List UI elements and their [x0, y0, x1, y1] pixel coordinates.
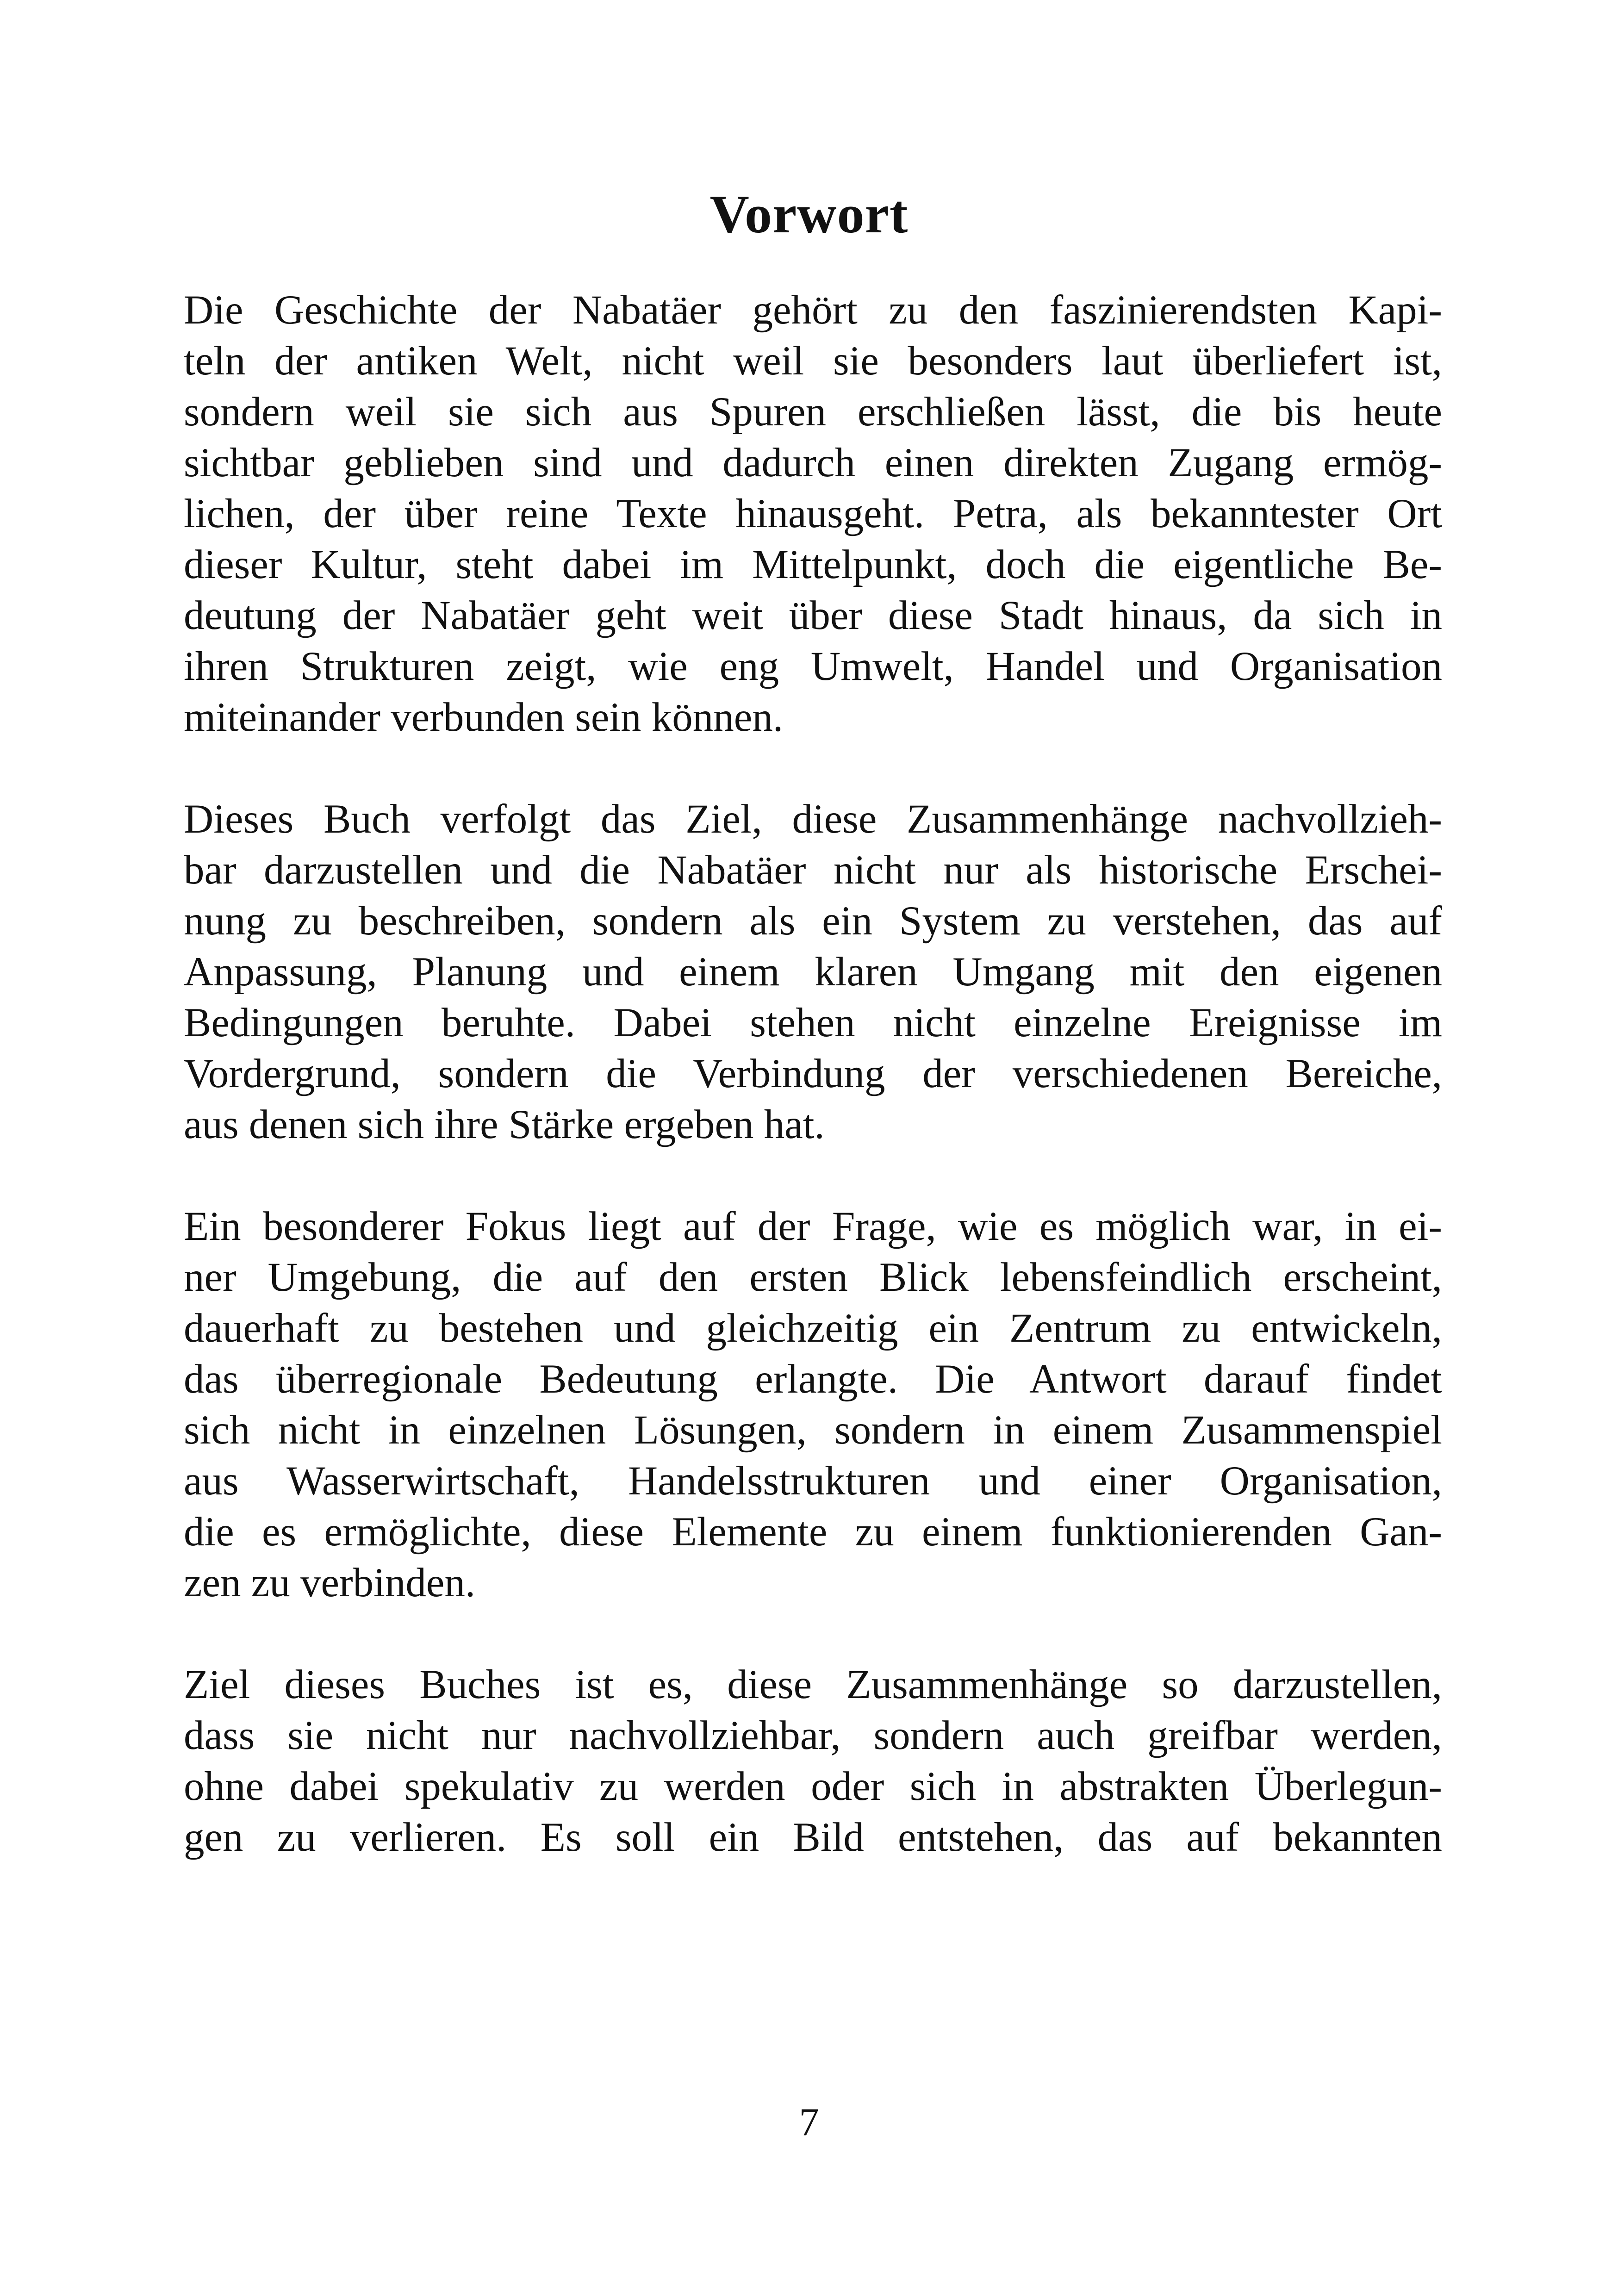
paragraph-1: [184, 285, 1442, 743]
text-line: sich nicht in einzelnen Lösungen, sondern in einem Zusammenspiel: [184, 1407, 1442, 1453]
text-line: teln der antiken Welt, nicht weil sie besonders laut überliefert ist,: [184, 338, 1442, 384]
text-line: aus denen sich ihre Stärke ergeben hat.: [184, 1102, 825, 1147]
text-line: die es ermöglichte, diese Elemente zu einem funktionierenden Gan-: [184, 1509, 1442, 1555]
paragraph-2: [184, 794, 1442, 1150]
text-line: Vordergrund, sondern die Verbindung der verschiedenen Bereiche,: [184, 1051, 1442, 1096]
text-line: ohne dabei spekulativ zu werden oder sich in abstrakten Überlegun-: [184, 1764, 1442, 1809]
text-line: Dieses Buch verfolgt das Ziel, diese Zusammenhänge nachvollzieh-: [184, 796, 1442, 842]
text-line: sondern weil sie sich aus Spuren erschließen lässt, die bis heute: [184, 389, 1442, 435]
text-line: Die Geschichte der Nabatäer gehört zu den faszinierendsten Kapi-: [184, 287, 1442, 333]
text-line: ihren Strukturen zeigt, wie eng Umwelt, Handel und Organisation: [184, 644, 1442, 689]
text-line: Anpassung, Planung und einem klaren Umgang mit den eigenen: [184, 949, 1442, 995]
body-text: [184, 285, 1442, 1914]
text-line: ner Umgebung, die auf den ersten Blick lebensfeindlich erscheint,: [184, 1255, 1442, 1300]
text-line: dieser Kultur, steht dabei im Mittelpunkt, doch die eigentliche Be-: [184, 542, 1442, 587]
text-line: Ziel dieses Buches ist es, diese Zusammenhänge so darzustellen,: [184, 1662, 1442, 1707]
text-line: lichen, der über reine Texte hinausgeht. Petra, als bekanntester Ort: [184, 491, 1442, 536]
text-line: das überregionale Bedeutung erlangte. Die Antwort darauf findet: [184, 1356, 1442, 1402]
paragraph-4: [184, 1659, 1442, 1863]
text-line: Bedingungen beruhte. Dabei stehen nicht einzelne Ereignisse im: [184, 1000, 1442, 1045]
text-line: gen zu verlieren. Es soll ein Bild entstehen, das auf bekannten: [184, 1815, 1442, 1860]
page-number: 7: [799, 2100, 819, 2144]
text-line: bar darzustellen und die Nabatäer nicht nur als historische Erschei-: [184, 847, 1442, 893]
text-line: Ein besonderer Fokus liegt auf der Frage, wie es möglich war, in ei-: [184, 1204, 1442, 1249]
text-line: zen zu verbinden.: [184, 1560, 476, 1605]
text-line: dass sie nicht nur nachvollziehbar, sondern auch greifbar werden,: [184, 1713, 1442, 1758]
text-line: aus Wasserwirtschaft, Handelsstrukturen und einer Organisation,: [184, 1458, 1442, 1504]
text-line: nung zu beschreiben, sondern als ein System zu verstehen, das auf: [184, 898, 1442, 944]
text-line: sichtbar geblieben sind und dadurch einen direkten Zugang ermög-: [184, 440, 1442, 485]
paragraph-3: [184, 1201, 1442, 1608]
text-line: deutung der Nabatäer geht weit über diese Stadt hinaus, da sich in: [184, 593, 1442, 638]
chapter-title: Vorwort: [709, 184, 909, 244]
text-line: dauerhaft zu bestehen und gleichzeitig ein Zentrum zu entwickeln,: [184, 1306, 1442, 1351]
text-line: miteinander verbunden sein können.: [184, 695, 784, 740]
